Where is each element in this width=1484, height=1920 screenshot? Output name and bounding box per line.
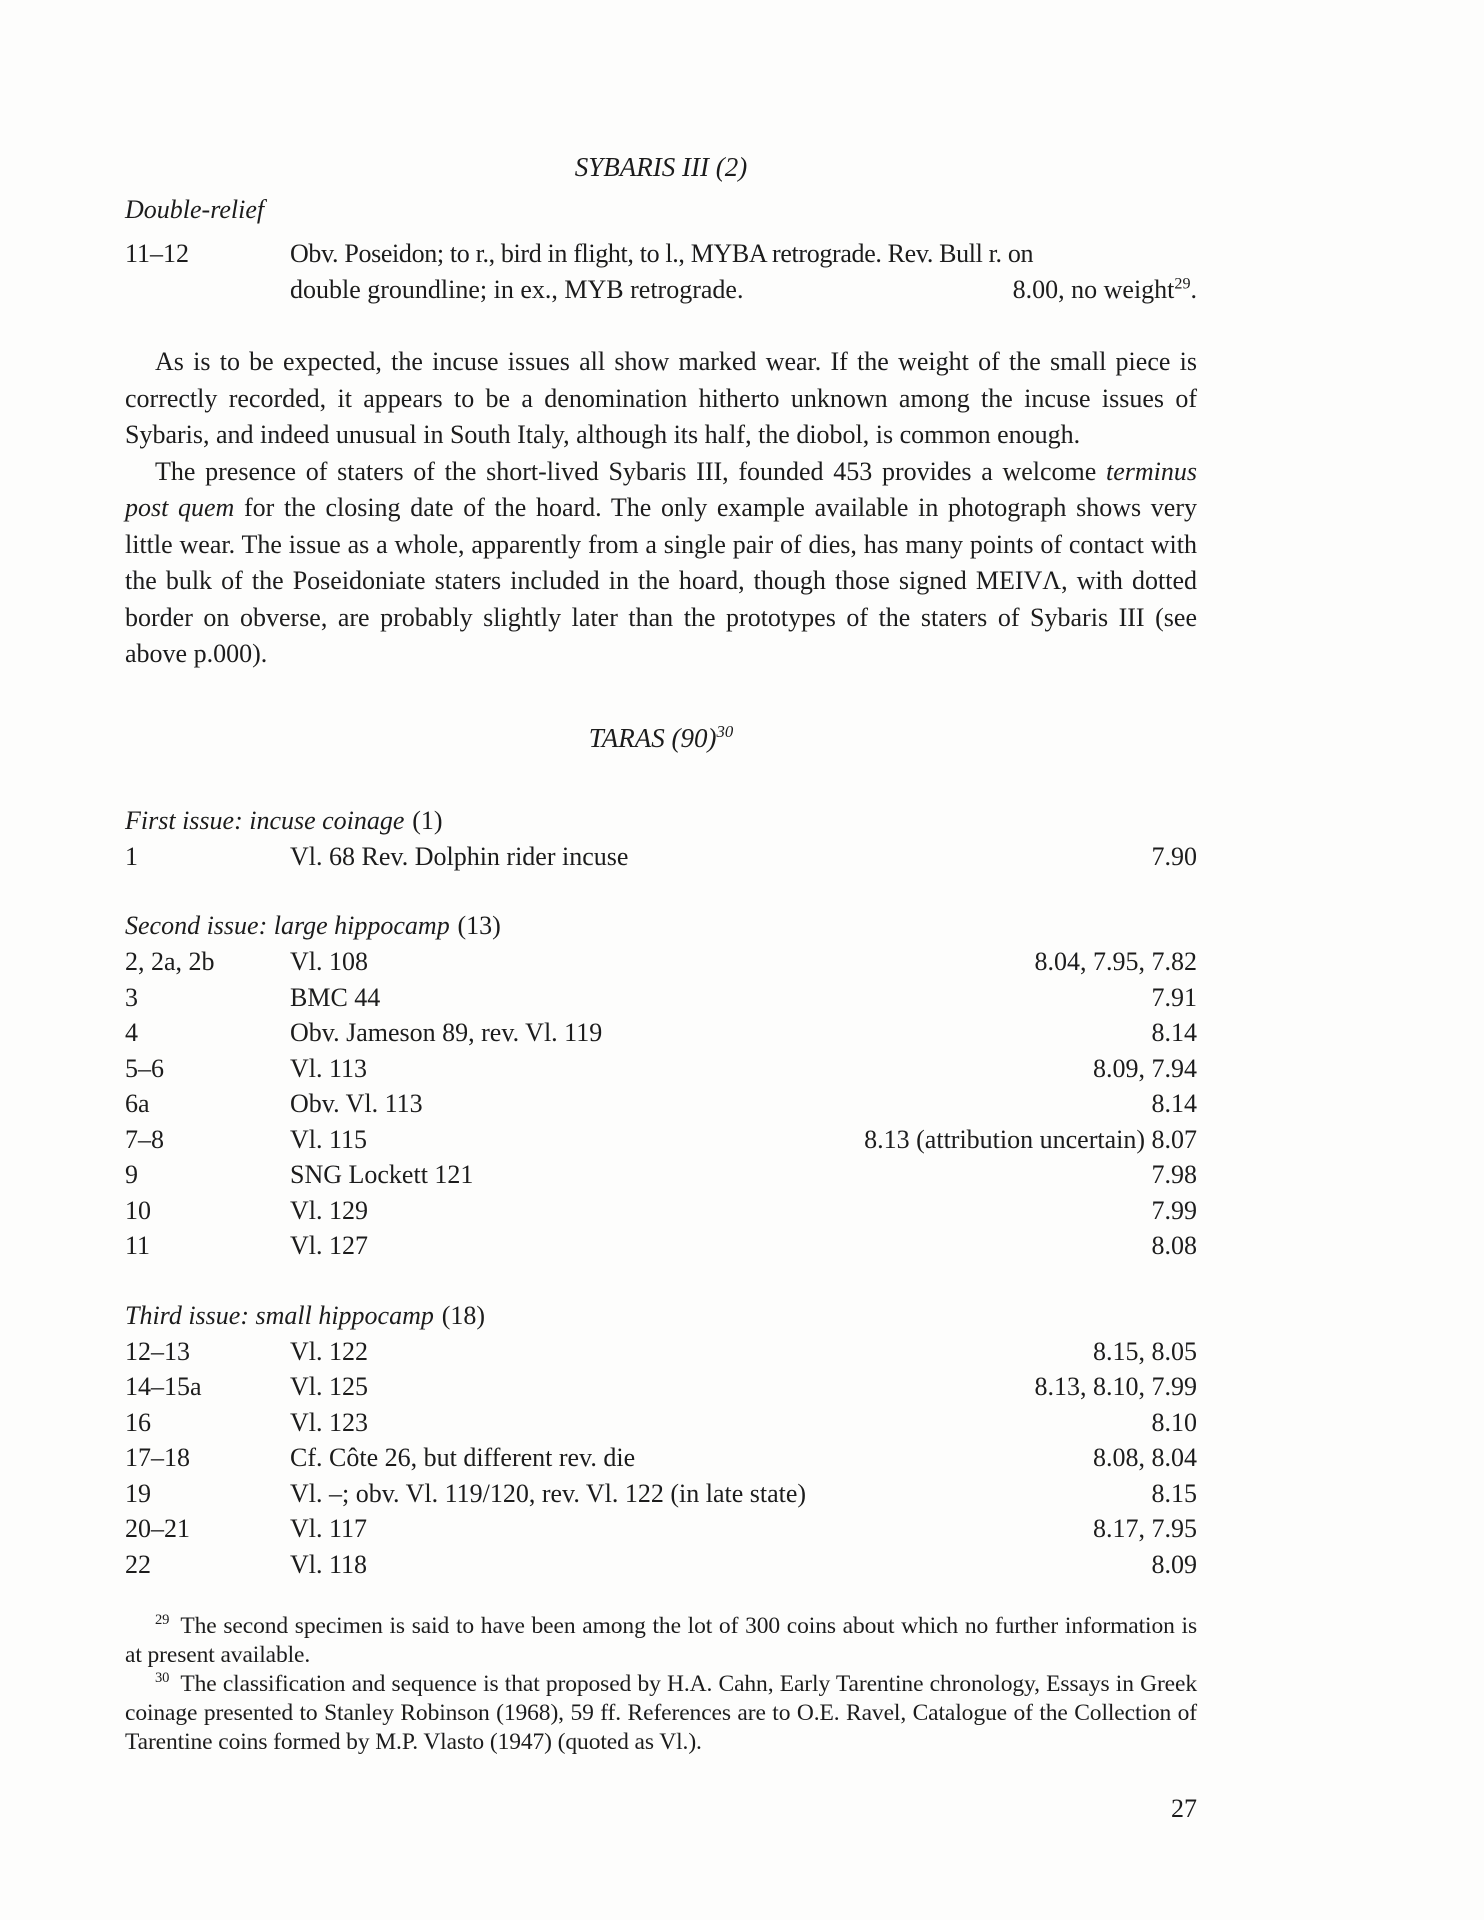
section-label-text: Third issue: small hippocamp: [125, 1300, 434, 1330]
latin-phrase-terminus-post-quem: terminus post quem: [125, 456, 1197, 522]
row-description: Vl. 123: [290, 1407, 368, 1437]
catalog-row: [125, 1511, 1197, 1547]
footnote-30-text: The classification and sequence is that proposed by H.A. Cahn, Early Tarentine chronology, Essays in Greek coinage presented to Stanley Robinson (1968), 59 ff. References are to O.E. Ravel, Catalogue of the Collection of Tarentine coins formed by M.P. Vlasto (1947) (quoted as Vl.).: [125, 1671, 1197, 1755]
section-label-text: Second issue: large hippocamp: [125, 911, 450, 940]
catalog-row: [125, 1369, 1197, 1405]
catalog-row: [125, 1193, 1197, 1229]
issue-section-third: [125, 1298, 1197, 1583]
row-description: Vl. 68 Rev. Dolphin rider incuse: [290, 841, 629, 871]
row-number: 19: [125, 1478, 151, 1508]
catalog-row: [125, 944, 1197, 980]
footnote-29-text: The second specimen is said to have been among the lot of 300 coins about which no further information is at present available.: [125, 1613, 1197, 1668]
row-weights: 7.98: [1151, 1160, 1197, 1189]
row-number: 11: [125, 1231, 151, 1260]
taras-section-heading: [125, 719, 1197, 757]
catalog-row: [125, 1405, 1197, 1441]
footnote-29-marker: 29: [155, 1612, 170, 1629]
row-weights: 8.13 (attribution uncertain) 8.07: [864, 1124, 1197, 1154]
section-count: (18): [441, 1300, 486, 1330]
row-number: 5–6: [125, 1053, 164, 1083]
issue-section-first: [125, 803, 1197, 875]
page-number: 27: [1171, 1794, 1197, 1823]
row-number: 9: [125, 1160, 138, 1189]
row-number: 7–8: [125, 1124, 164, 1154]
row-number: 22: [125, 1549, 151, 1579]
row-weights: 8.09, 7.94: [1093, 1053, 1197, 1083]
row-number: 1: [125, 841, 138, 871]
row-weights: 8.17, 7.95: [1093, 1514, 1197, 1543]
footnote-30: [125, 1670, 1197, 1757]
row-number: 12–13: [125, 1336, 190, 1366]
section-label-third-issue: [125, 1298, 1197, 1334]
row-description: Cf. Côte 26, but different rev. die: [290, 1443, 636, 1472]
row-weights: 8.13, 8.10, 7.99: [1034, 1372, 1197, 1401]
catalog-row: [125, 1051, 1197, 1087]
footnote-ref-29-marker: 29: [1174, 275, 1191, 293]
row-description: Vl. 125: [290, 1372, 368, 1401]
footnote-29: [125, 1612, 1197, 1670]
catalog-row: [125, 1015, 1197, 1051]
row-description: Vl. 122: [290, 1336, 368, 1366]
row-number: 17–18: [125, 1443, 190, 1472]
catalog-row: [125, 1476, 1197, 1512]
row-number: 2, 2a, 2b: [125, 947, 215, 976]
series-label-double-relief: Double-relief: [125, 195, 265, 224]
row-number: 16: [125, 1407, 151, 1437]
footnote-30-marker: 30: [155, 1670, 170, 1687]
entry-description-line2: [290, 272, 1197, 308]
catalog-row: [125, 1086, 1197, 1122]
row-weights: 7.91: [1151, 982, 1197, 1012]
taras-heading-text: TARAS (90): [588, 722, 717, 753]
row-description: Vl. –; obv. Vl. 119/120, rev. Vl. 122 (in late state): [290, 1478, 807, 1508]
paragraph-segment: for the closing date of the hoard. The only example available in photograph shows very little wear. The issue as a whole, apparently from a single pair of dies, has many points of contact with the bulk of the Poseidoniate staters included in the hoard, though those signed MEIVΛ, with dotted border on obverse, are probably slightly later than the prototypes of the staters of Sybaris III (see above p.000).: [125, 493, 1197, 668]
row-weights: 7.90: [1151, 841, 1197, 871]
row-description: Obv. Jameson 89, rev. Vl. 119: [290, 1018, 603, 1047]
row-weights: 7.99: [1151, 1195, 1197, 1225]
section-count: (1): [412, 805, 443, 835]
catalog-row: [125, 1334, 1197, 1370]
section-label-second-issue: [125, 908, 1197, 944]
row-weights: 8.09: [1151, 1549, 1197, 1579]
paragraph-segment: The presence of staters of the short-lived Sybaris III, founded 453 provides a welcome: [155, 456, 1106, 486]
row-description: Obv. Vl. 113: [290, 1089, 423, 1118]
row-description: Vl. 108: [290, 947, 368, 976]
row-number: 4: [125, 1018, 138, 1047]
catalog-row: [125, 1440, 1197, 1476]
row-description: Vl. 129: [290, 1195, 368, 1225]
row-description: Vl. 127: [290, 1231, 368, 1260]
row-description: BMC 44: [290, 982, 381, 1012]
row-number: 10: [125, 1195, 151, 1225]
footnotes-block: [125, 1612, 1197, 1757]
row-number: 14–15a: [125, 1372, 202, 1401]
catalog-row: [125, 839, 1197, 875]
row-description: SNG Lockett 121: [290, 1160, 474, 1189]
catalog-row: [125, 980, 1197, 1016]
row-description: Vl. 115: [290, 1124, 368, 1154]
entry-number: 11–12: [125, 239, 190, 268]
catalog-entry-11-12: [125, 236, 1197, 308]
catalog-row: [125, 1157, 1197, 1193]
entry-description-line1: Obv. Poseidon; to r., bird in flight, to l., MYBA retrograde. Rev. Bull r. on: [290, 239, 1034, 268]
row-weights: 8.15: [1151, 1478, 1197, 1508]
row-description: Vl. 117: [290, 1514, 368, 1543]
entry-body: [290, 236, 1197, 308]
row-description: Vl. 118: [290, 1549, 368, 1579]
entry-weight: [1013, 272, 1197, 308]
catalog-row: [125, 1228, 1197, 1264]
section-count: (13): [457, 911, 501, 940]
entry-weight-text: 8.00, no weight: [1012, 275, 1175, 304]
row-number: 3: [125, 982, 138, 1012]
sybaris-heading-text: SYBARIS III (2): [574, 152, 748, 182]
row-weights: 8.15, 8.05: [1093, 1336, 1197, 1366]
row-weights: 8.14: [1151, 1018, 1197, 1047]
entry-description-line2-text: double groundline; in ex., MYB retrograde.: [290, 275, 744, 304]
row-weights: 8.14: [1151, 1089, 1197, 1118]
catalog-row: [125, 1122, 1197, 1158]
section-label-text: First issue: incuse coinage: [125, 805, 405, 835]
catalog-row: [125, 1547, 1197, 1583]
row-weights: 8.08: [1151, 1231, 1197, 1260]
entry-weight-period: .: [1190, 275, 1197, 304]
row-number: 20–21: [125, 1514, 190, 1543]
row-weights: 8.08, 8.04: [1093, 1443, 1197, 1472]
row-number: 6a: [125, 1089, 150, 1118]
paragraph-incuse-wear: As is to be expected, the incuse issues all show marked wear. If the weight of the small piece is correctly recorded, it appears to be a denomination hitherto unknown among the incuse issues of Sybaris, and indeed unusual in South Italy, although its half, the diobol, is common enough.: [125, 347, 1197, 449]
row-description: Vl. 113: [290, 1053, 368, 1083]
paragraph-sybaris-iii-staters: [125, 454, 1197, 673]
row-weights: 8.10: [1151, 1407, 1197, 1437]
sybaris-section-heading: [125, 148, 1197, 186]
issue-section-second: [125, 908, 1197, 1264]
section-label-first-issue: [125, 803, 1197, 839]
footnote-ref-30-marker: 30: [716, 721, 734, 741]
row-weights: 8.04, 7.95, 7.82: [1034, 947, 1197, 976]
text-column: [125, 0, 1197, 1825]
